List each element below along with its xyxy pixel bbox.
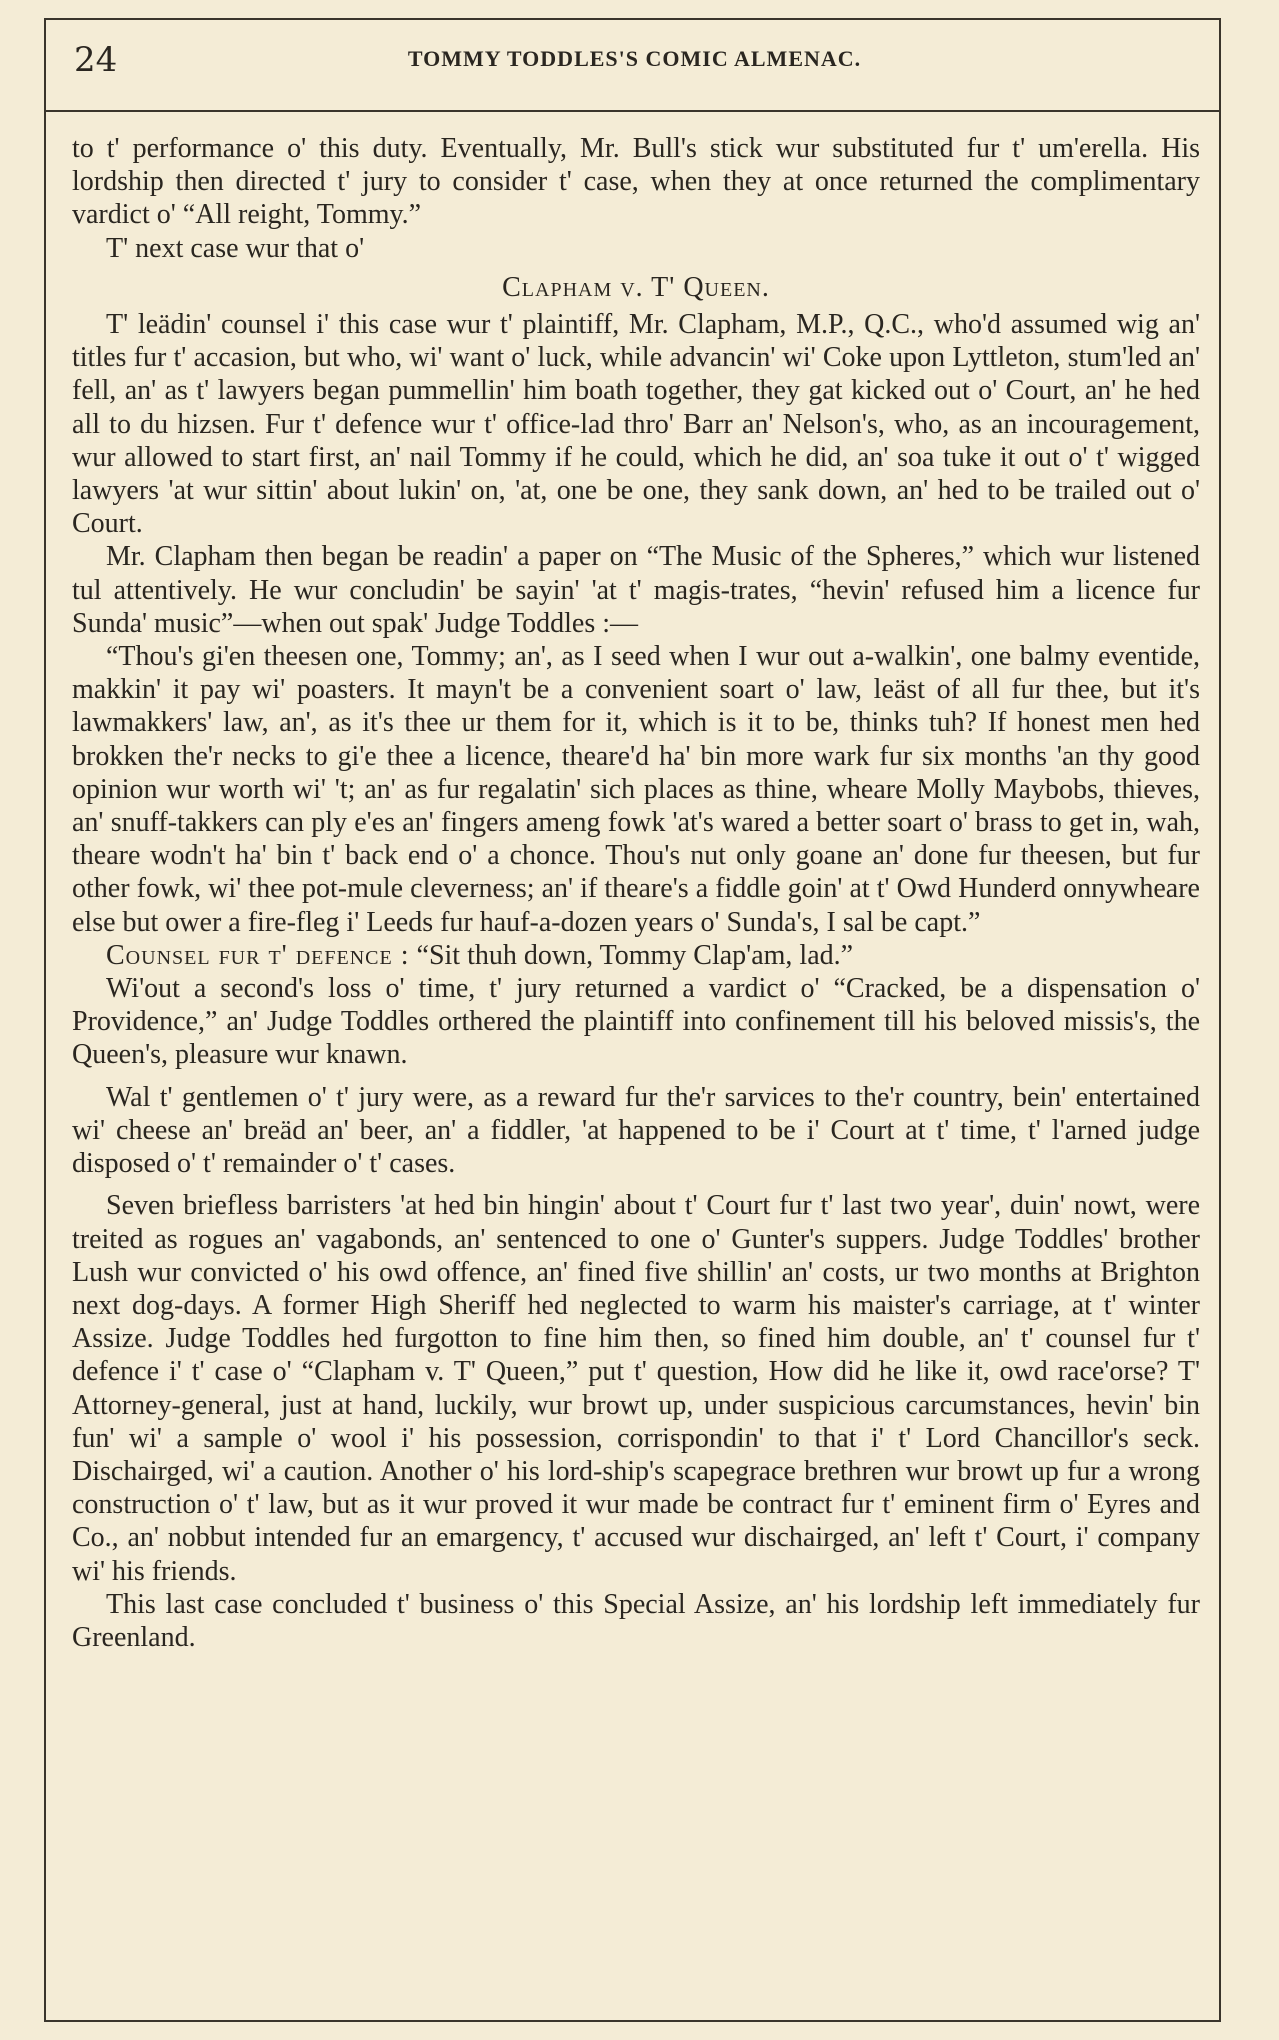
- paragraph-6: [72, 939, 1200, 972]
- page-header: [70, 38, 1199, 86]
- frame-left-rule: [44, 18, 46, 2022]
- paragraph-5: “Thou's gi'en theesen one, Tommy; an', as I seed when I wur out a-walkin', one balmy eventide, makkin' it pay wi' poasters. It mayn't be a convenient soart o' law, leäst of all fur thee, but it's lawmakkers' law, an', as it's thee ur them for it, which is it to be, thinks tuh? If honest men hed brokken the'r necks to gi'e thee a licence, theare'd ha' bin more wark fur six months 'an thy good opinion wur worth wi' 't; an' as fur regalatin' sich places as thine, wheare Molly Maybobs, thieves, an' snuff-takkers can ply e'es an' fingers ameng fowk 'at's wared a better soart o' brass to get in, wah, theare wodn't ha' bin t' back end o' a chonce. Thou's nut only goane an' done fur theesen, but fur other fowk, wi' thee pot-mule cleverness; an' if theare's a fiddle goin' at t' Owd Hunderd onnywheare else but ower a fire-fleg i' Leeds fur hauf-a-dozen years o' Sunda's, I sal be capt.”: [72, 641, 1200, 938]
- running-title: TOMMY TODDLES'S COMIC ALMENAC.: [407, 46, 862, 71]
- paragraph-8: Wal t' gentlemen o' t' jury were, as a reward fur the'r sarvices to the'r country, bein' entertained wi' cheese an' breäd an' beer, an' a fiddler, 'at happened to be i' Court at t' time, t' l'arned judge disposed o' t' remainder o' t' cases.: [72, 1081, 1200, 1180]
- paragraph-2: T' next case wur that o': [106, 232, 365, 264]
- paragraph-10: This last case concluded t' business o' this Special Assize, an' his lordship left immediately fur Greenland.: [72, 1588, 1200, 1653]
- page-number: 24: [74, 40, 118, 80]
- speaker-label: Counsel fur t' defence :: [106, 939, 410, 971]
- paragraph-9: Seven briefless barristers 'at hed bin hingin' about t' Court fur t' last two year', duin' nowt, were treited as rogues an' vagabonds, an' sentenced to one o' Gunter's suppers. Judge Toddles' brother Lush wur convicted o' his owd offence, an' fined five shillin' an' costs, ur two months at Brighton next dog-days. A former High Sheriff hed neglected to warm his maister's carriage, at t' winter Assize. Judge Toddles hed furgotton to fine him then, so fined him double, an' t' counsel fur t' defence i' t' case o' “Clapham v. T' Queen,” put t' question, How did he like it, owd race'orse? T' Attorney-general, just at hand, luckily, wur browt up, under suspicious carcumstances, hevin' bin fun' wi' a sample o' wool i' his possession, corrispondin' to that i' t' Lord Chancillor's seck. Dischairged, wi' a caution. Another o' his lord-ship's scapegrace brethren wur browt up fur a wrong construction o' t' law, but as it wur proved it wur made be contract fur t' eminent firm o' Eyres and Co., an' nobbut intended fur an emargency, t' accused wur dischairged, an' left t' Court, i' company wi' his friends.: [72, 1190, 1200, 1587]
- section-heading: Clapham v. T' Queen.: [502, 271, 770, 303]
- paragraph-4: Mr. Clapham then began be readin' a paper on “The Music of the Spheres,” which wur listened tul attentively. He wur concludin' be sayin' 'at t' magis-trates, “hevin' refused him a licence fur Sunda' music”—when out spak' Judge Toddles :—: [72, 541, 1200, 639]
- frame-top-rule: [44, 18, 1221, 20]
- speaker-quote: “Sit thuh down, Tommy Clap'am, lad.”: [416, 939, 854, 971]
- paragraph-1: to t' performance o' this duty. Eventually, Mr. Bull's stick wur substituted fur t' um'erella. His lordship then directed t' jury to consider t' case, when they at once returned the complimentary vardict o' “All reight, Tommy.”: [72, 133, 1200, 231]
- body-text: [72, 132, 1200, 1654]
- paragraph-7: Wi'out a second's loss o' time, t' jury returned a vardict o' “Cracked, be a dispensation o' Providence,” an' Judge Toddles orthered the plaintiff into confinement till his beloved missis's, the Queen's, pleasure wur knawn.: [72, 973, 1200, 1071]
- frame-right-rule: [1219, 18, 1221, 2022]
- paragraph-3: T' leädin' counsel i' this case wur t' plaintiff, Mr. Clapham, M.P., Q.C., who'd assumed wig an' titles fur t' accasion, but who, wi' want o' luck, while advancin' wi' Coke upon Lyttleton, stum'led an' fell, an' as t' lawyers began pummellin' him boath together, they gat kicked out o' Court, an' he hed all to du hizsen. Fur t' defence wur t' office-lad thro' Barr an' Nelson's, who, as an incouragement, wur allowed to start first, an' nail Tommy if he could, which he did, an' soa tuke it out o' t' wigged lawyers 'at wur sittin' about lukin' on, 'at, one be one, they sank down, an' hed to be trailed out o' Court.: [72, 309, 1200, 540]
- frame-bottom-rule: [44, 2020, 1221, 2022]
- header-rule: [44, 110, 1221, 112]
